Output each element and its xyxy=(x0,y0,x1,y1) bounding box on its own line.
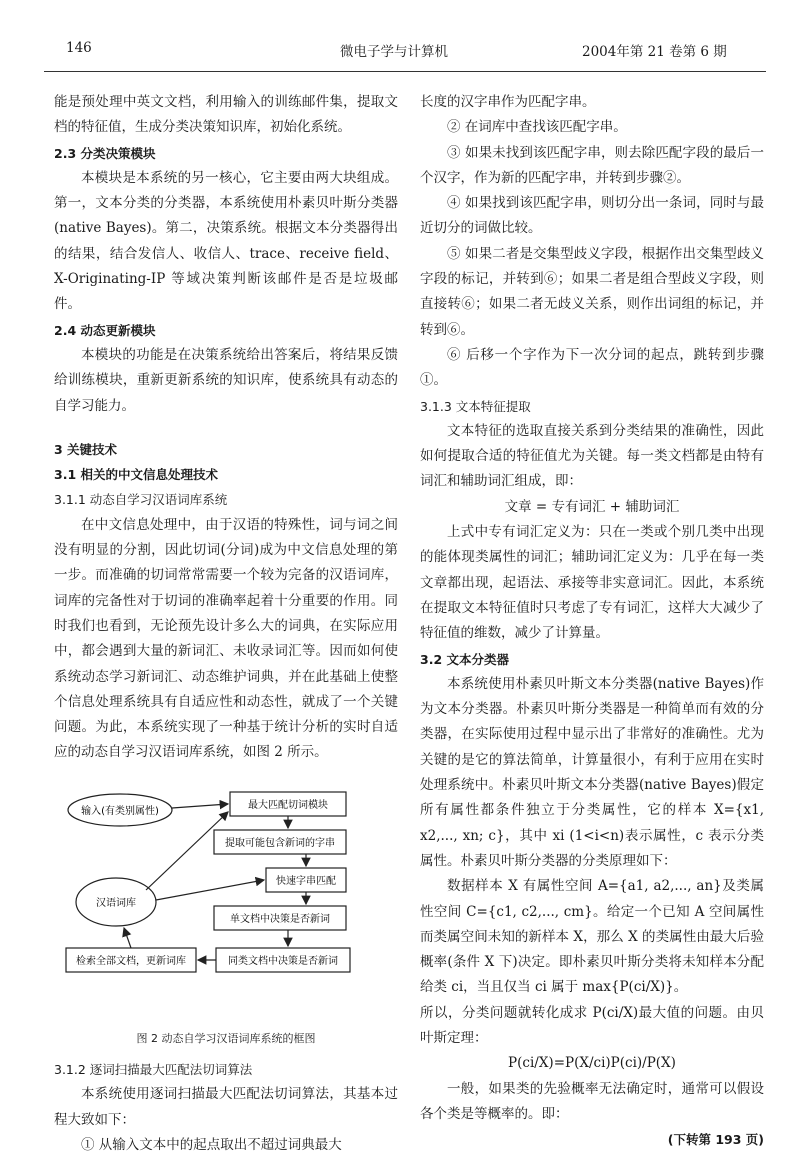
page-number: 146 xyxy=(66,40,92,56)
paragraph: 所以，分类问题就转化成求 P(ci/X)最大值的问题。由贝叶斯定理： xyxy=(420,1004,764,1046)
equation: P(ci/X)=P(X/ci)P(ci)/P(X) xyxy=(508,1055,676,1072)
figure-2-diagram xyxy=(54,772,398,1022)
diagram-node-extract: 提取可能包含新词的字串 xyxy=(225,837,335,849)
section-heading: 2.3 分类决策模块 xyxy=(54,145,156,161)
diagram-node-max-match: 最大匹配切词模块 xyxy=(248,799,328,811)
list-item: 长度的汉字串作为匹配字串。 xyxy=(420,94,596,110)
paragraph: 本系统使用逐词扫描最大匹配法切词算法，其基本过程大致如下： xyxy=(54,1086,398,1128)
paragraph: 本系统使用朴素贝叶斯文本分类器(native Bayes)作为文本分类器。朴素贝叶斯分类器是一种简单而有效的分类器，在实际使用过程中显示出了非常好的准确性。尤为关键的是它的算法简单，计算量很小，有利于应用在实时处理系统中。朴素贝叶斯文本分类器(native Bayes)假定所有属性都条件独立于分类属性，它的样本 X={x1, x2,..., xn; c}，其中 xi (1<i<n)表示属性，c 表示分类属性。朴素贝叶斯分类器的分类原理如下： xyxy=(420,675,764,869)
list-item: ⑤ 如果二者是交集型歧义字段，根据作出交集型歧义字段的标记，并转到⑥；如果二者是组合型歧义字段，则直接转⑥；如果二者无歧义关系，则作出词组的标记，并转到⑥。 xyxy=(420,245,764,338)
issue-info: 2004年第 21 卷第 6 期 xyxy=(582,44,727,60)
section-heading: 3.2 文本分类器 xyxy=(420,651,509,667)
paragraph: 数据样本 X 有属性空间 A={a1, a2,..., an}及类属性空间 C={c1, c2,..., cm}。给定一个已知 A 空间属性而类属空间未知的新样本 X，那么 X 的类属性由最大后验概率(条件 X 下)决定。即朴素贝叶斯分类将未知样本分配给类 ci，当且仅当 ci 属于 max{P(ci/X)}。 xyxy=(420,878,764,996)
diagram-node-search-all: 检索全部文档，更新词库 xyxy=(76,955,186,967)
paragraph: 本模块的功能是在决策系统给出答案后，将结果反馈给训练模块，重新更新系统的知识库，使系统具有动态的自学习能力。 xyxy=(54,346,398,414)
header-rule xyxy=(44,71,766,72)
paragraph: 本模块是本系统的另一核心，它主要由两大块组成。第一，文本分类的分类器，本系统使用朴素贝叶斯分类器(native Bayes)。第二，决策系统。根据文本分类器得出的结果，结合发信人、收信人、trace、receive field、X-Originating-IP 等域决策判断该邮件是否是垃圾邮件。 xyxy=(54,169,398,313)
list-item: ① 从输入文本中的起点取出不超过词典最大 xyxy=(81,1136,342,1153)
right-column xyxy=(420,90,764,1152)
diagram-node-lexicon: 汉语词库 xyxy=(96,897,136,909)
paragraph: 上式中专有词汇定义为：只在一类或个别几类中出现的能体现类属性的词汇；辅助词汇定义为：几乎在每一类文章都出现，起语法、承接等非实意词汇。因此，本系统在提取文本特征值时只考虑了专有词汇，这样大大减少了特征值的维数，减少了计算量。 xyxy=(420,524,764,642)
subsection-heading: 3.1.1 动态自学习汉语词库系统 xyxy=(54,492,228,508)
continued-note: (下转第 193 页) xyxy=(667,1132,764,1148)
journal-title: 微电子学与计算机 xyxy=(340,44,448,60)
figure-caption: 图 2 动态自学习汉语词库系统的框图 xyxy=(136,1031,316,1045)
list-item: ⑥ 后移一个字作为下一次分词的起点，跳转到步骤①。 xyxy=(420,346,764,389)
section-heading: 3.1 相关的中文信息处理技术 xyxy=(54,467,218,483)
equation: 文章 = 专有词汇 + 辅助词汇 xyxy=(504,498,680,515)
list-item: ③ 如果未找到该匹配字串，则去除匹配字段的最后一个汉字，作为新的匹配字串，并转到步骤②。 xyxy=(420,144,764,186)
list-item: ② 在词库中查找该匹配字串。 xyxy=(447,119,627,136)
list-item: ④ 如果找到该匹配字串，则切分出一条词，同时与最近切分的词做比较。 xyxy=(420,195,764,237)
paragraph: 能是预处理中英文文档，利用输入的训练邮件集，提取文档的特征值，生成分类决策知识库，初始化系统。 xyxy=(54,94,398,136)
section-heading: 3 关键技术 xyxy=(54,441,118,457)
diagram-node-single-doc: 单文档中决策是否新词 xyxy=(230,913,330,925)
diagram-node-input: 输入(有类别属性) xyxy=(81,805,159,817)
paragraph: 在中文信息处理中，由于汉语的特殊性，词与词之间没有明显的分割，因此切词(分词)成为中文信息处理的第一步。而准确的切词常常需要一个较为完备的汉语词库，词库的完备性对于切词的准确率起着十分重要的作用。同时我们也看到，无论预先设计多么大的词典，在实际应用中，都会遇到大量的新词汇、未收录词汇等。因而如何使系统动态学习新词汇、动态维护词典，并在此基础上使整个信息处理系统具有自适应性和动态性，就成了一个关键问题。为此，本系统实现了一种基于统计分析的实时自适应的动态自学习汉语词库系统，如图 2 所示。 xyxy=(54,516,398,761)
paragraph: 一般，如果类的先验概率无法确定时，通常可以假设各个类是等概率的。即： xyxy=(420,1080,764,1122)
diagram-node-fast-match: 快速字串匹配 xyxy=(276,875,336,887)
paragraph: 文本特征的选取直接关系到分类结果的准确性，因此如何提取合适的特征值尤为关键。每一类文档都是由特有词汇和辅助词汇组成，即： xyxy=(420,422,764,490)
subsection-heading: 3.1.3 文本特征提取 xyxy=(420,398,531,414)
subsection-heading: 3.1.2 逐词扫描最大匹配法切词算法 xyxy=(54,1062,253,1078)
diagram-node-same-class: 同类文档中决策是否新词 xyxy=(228,955,338,967)
left-column xyxy=(54,90,398,1158)
section-heading: 2.4 动态更新模块 xyxy=(54,322,156,338)
